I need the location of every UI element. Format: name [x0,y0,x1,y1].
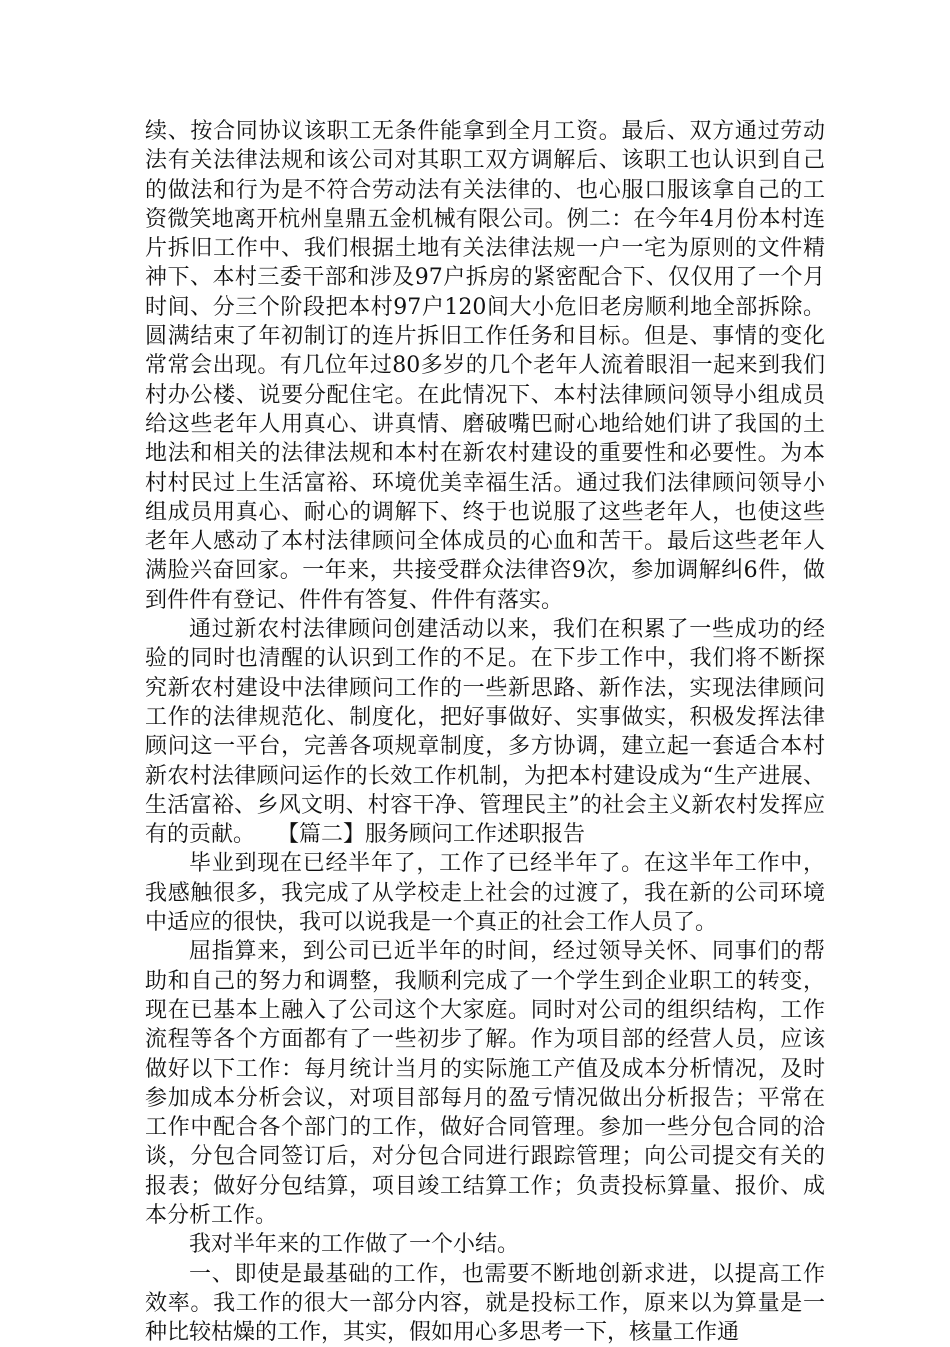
paragraph-4: 屈指算来，到公司已近半年的时间，经过领导关怀、同事们的帮助和自己的努力和调整，我顺利完成了一个学生到企业职工的转变，现在已基本上融入了公司这个大家庭。同时对公司的组织结构，工作流程等各个方面都有了一些初步了解。作为项目部的经营人员，应该做好以下工作：每月统计当月的实际施工产值及成本分析情况，及时参加成本分析会议，对项目部每月的盈亏情况做出分析报告；平常在工作中配合各个部门的工作，做好合同管理。参加一些分包合同的洽谈，分包合同签订后，对分包合同进行跟踪管理；向公司提交有关的报表；做好分包结算，项目竣工结算工作；负责投标算量、报价、成本分析工作。 [145,939,825,1228]
paragraph-6: 一、即使是最基础的工作，也需要不断地创新求进，以提高工作效率。我工作的很大一部分内容，就是投标工作，原来以为算量是一种比较枯燥的工作，其实，假如用心多思考一下，核量工作通 [145,1261,825,1346]
paragraph-3: 毕业到现在已经半年了，工作了已经半年了。在这半年工作中，我感触很多，我完成了从学校走上社会的过渡了，我在新的公司环境中适应的很快，我可以说我是一个真正的社会工作人员了。 [145,851,825,936]
paragraph-5: 我对半年来的工作做了一个小结。 [189,1232,520,1258]
document-page [145,117,825,1347]
paragraph-2: 通过新农村法律顾问创建活动以来，我们在积累了一些成功的经验的同时也清醒的认识到工作的不足。在下步工作中，我们将不断探究新农村建设中法律顾问工作的一些新思路、新作法，实现法律顾问工作的法律规范化、制度化，把好事做好、实事做实，积极发挥法律顾问这一平台，完善各项规章制度，多方协调，建立起一套适合本村新农村法律顾问运作的长效工作机制，为把本村建设成为“生产进展、生活富裕、乡风文明、村容干净、管理民主”的社会主义新农村发挥应有的贡献。 【篇二】服务顾问工作述职报告 [145,617,825,848]
paragraph-1: 续、按合同协议该职工无条件能拿到全月工资。最后、双方通过劳动法有关法律法规和该公司对其职工双方调解后、该职工也认识到自己的做法和行为是不符合劳动法有关法律的、也心服口服该拿自己的工资微笑地离开杭州皇鼎五金机械有限公司。例二：在今年4月份本村连片拆旧工作中、我们根据土地有关法律法规一户一宅为原则的文件精神下、本村三委干部和涉及97户拆房的紧密配合下、仅仅用了一个月时间、分三个阶段把本村97户120间大小危旧老房顺利地全部拆除。圆满结束了年初制订的连片拆旧工作任务和目标。但是、事情的变化常常会出现。有几位年过80多岁的几个老年人流着眼泪一起来到我们村办公楼、说要分配住宅。在此情况下、本村法律顾问领导小组成员给这些老年人用真心、讲真情、磨破嘴巴耐心地给她们讲了我国的土地法和相关的法律法规和本村在新农村建设的重要性和必要性。为本村村民过上生活富裕、环境优美幸福生活。通过我们法律顾问领导小组成员用真心、耐心的调解下、终于也说服了这些老年人，也使这些老年人感动了本村法律顾问全体成员的心血和苦干。最后这些老年人满脸兴奋回家。一年来，共接受群众法律咨9次，参加调解纠6件，做到件件有登记、件件有答复、件件有落实。 [145,119,825,613]
